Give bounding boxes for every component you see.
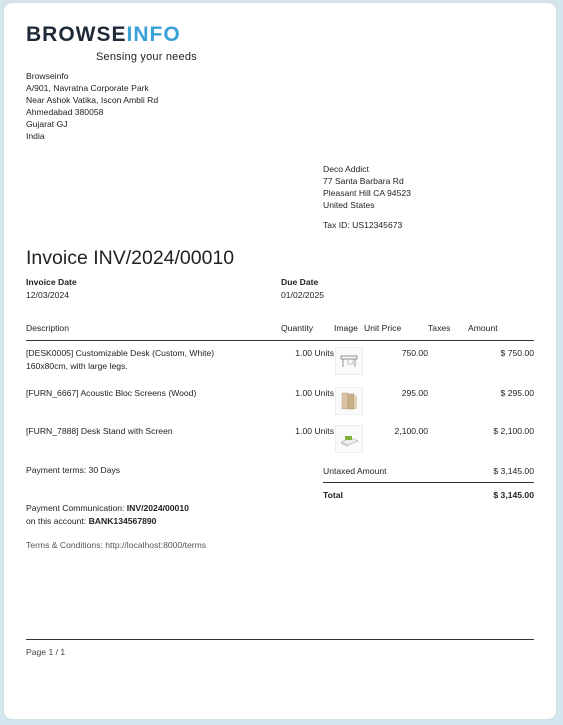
line-taxes xyxy=(428,341,468,382)
partner-address xyxy=(323,163,411,211)
partner-tax-id: Tax ID: US12345673 xyxy=(323,220,403,230)
invoice-date-block xyxy=(26,277,77,300)
header-unit-price: Unit Price xyxy=(364,319,428,341)
due-date-block xyxy=(281,277,324,300)
table-row xyxy=(26,381,534,419)
line-quantity: 1.00 Units xyxy=(295,348,334,358)
line-description-text: [DESK0005] Customizable Desk (Custom, White) xyxy=(26,348,215,358)
partner-line: 77 Santa Barbara Rd xyxy=(323,176,404,186)
company-line: Gujarat GJ xyxy=(26,119,68,129)
line-quantity: 1.00 Units xyxy=(295,388,334,398)
total-label: Total xyxy=(323,489,343,500)
payment-comm-label: Payment Communication: xyxy=(26,503,127,513)
line-unit-price: 2,100.00 xyxy=(394,426,428,436)
invoice-date-label: Invoice Date xyxy=(26,277,77,287)
invoice-page xyxy=(4,3,556,719)
partner-line: United States xyxy=(323,200,375,210)
logo-tagline: Sensing your needs xyxy=(96,51,197,63)
line-taxes xyxy=(428,381,468,419)
screens-image xyxy=(335,387,363,415)
footer-divider xyxy=(26,639,534,640)
desk-image xyxy=(335,347,363,375)
due-date-label: Due Date xyxy=(281,277,319,287)
line-image-cell xyxy=(334,341,364,382)
line-description-note: 160x80cm, with large legs. xyxy=(26,361,128,371)
invoice-lines-table xyxy=(26,319,534,457)
header-description: Description xyxy=(26,319,281,341)
payment-communication xyxy=(26,502,189,528)
company-line: India xyxy=(26,131,45,141)
table-row xyxy=(26,419,534,457)
line-amount: $ 2,100.00 xyxy=(493,426,534,436)
header-image: Image xyxy=(334,319,364,341)
logo-text-dark: BROWSE xyxy=(26,23,127,46)
company-address xyxy=(26,70,158,142)
company-line: Ahmedabad 380058 xyxy=(26,107,104,117)
line-unit-price: 750.00 xyxy=(401,348,428,358)
header-quantity: Quantity xyxy=(281,319,334,341)
company-line: Near Ashok Vatika, Iscon Ambli Rd xyxy=(26,95,159,105)
untaxed-row xyxy=(323,459,534,482)
table-header-row xyxy=(26,319,534,341)
totals-block xyxy=(323,459,534,506)
total-value: $ 3,145.00 xyxy=(493,489,534,500)
untaxed-value: $ 3,145.00 xyxy=(493,465,534,476)
account-value: BANK134567890 xyxy=(88,516,157,526)
company-line: Browseinfo xyxy=(26,71,69,81)
payment-terms: Payment terms: 30 Days xyxy=(26,465,121,475)
partner-line: Deco Addict xyxy=(323,164,369,174)
due-date-value: 01/02/2025 xyxy=(281,290,325,300)
total-row xyxy=(323,482,534,506)
line-image-cell xyxy=(334,381,364,419)
line-description xyxy=(26,419,281,457)
page-number: Page 1 / 1 xyxy=(26,647,66,657)
logo-text-accent: INFO xyxy=(126,23,181,46)
line-unit-price: 295.00 xyxy=(401,388,428,398)
partner-line: Pleasant Hill CA 94523 xyxy=(323,188,411,198)
company-logo xyxy=(26,23,197,63)
line-amount: $ 295.00 xyxy=(500,388,534,398)
header-amount: Amount xyxy=(468,319,534,341)
desk-stand-image xyxy=(335,425,363,453)
line-description xyxy=(26,341,281,382)
line-amount: $ 750.00 xyxy=(500,348,534,358)
company-line: A/901, Navratna Corporate Park xyxy=(26,83,149,93)
header-taxes: Taxes xyxy=(428,319,468,341)
line-image-cell xyxy=(334,419,364,457)
line-description-text: [FURN_7888] Desk Stand with Screen xyxy=(26,426,173,436)
invoice-title: Invoice INV/2024/00010 xyxy=(26,247,235,269)
line-description xyxy=(26,381,281,419)
line-quantity: 1.00 Units xyxy=(295,426,334,436)
payment-comm-value: INV/2024/00010 xyxy=(126,503,189,513)
line-taxes xyxy=(428,419,468,457)
account-label: on this account: xyxy=(26,516,89,526)
terms-conditions: Terms & Conditions: http://localhost:8000/terms xyxy=(26,540,207,550)
untaxed-label: Untaxed Amount xyxy=(323,465,387,476)
invoice-date-value: 12/03/2024 xyxy=(26,290,70,300)
table-row xyxy=(26,341,534,382)
line-description-text: [FURN_6667] Acoustic Bloc Screens (Wood) xyxy=(26,388,197,398)
